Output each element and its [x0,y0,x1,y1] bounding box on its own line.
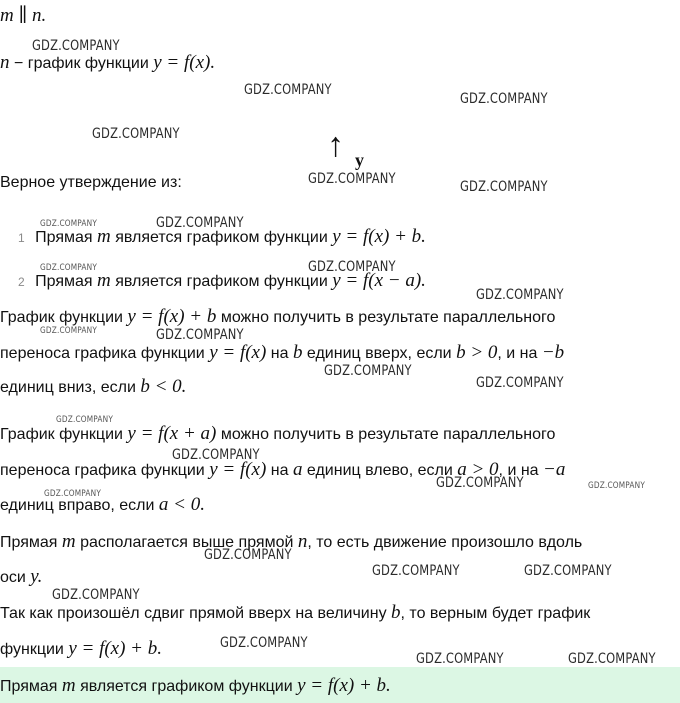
p1-b: можно получить в результате параллельного [220,309,556,326]
p2-d: на [270,462,289,479]
p4-b: b [391,602,401,623]
watermark: GDZ.COMPANY [92,126,180,142]
watermark: GDZ.COMPANY [40,263,98,273]
watermark: GDZ.COMPANY [524,563,612,579]
p2-b: можно получить в результате параллельного [220,426,556,443]
p1-line-3 [0,376,186,398]
p4-a: Так как произошёл сдвиг прямой вверх на величину [0,605,387,622]
given-n-graph [0,52,215,74]
p3-m: m [61,531,76,552]
p1-negb: −b [541,342,565,363]
watermark: GDZ.COMPANY [588,481,646,491]
watermark: GDZ.COMPANY [436,475,524,491]
p2-a: График функции [0,426,123,443]
p2-fn: y = f(x + a) [127,423,217,444]
option-2-pre: Прямая [35,273,93,290]
p2-f: , и на [498,462,539,479]
p3-n: n [297,531,308,552]
text-graph-of-function: − график функции [13,55,149,72]
option-2-m: m [97,270,111,291]
math-m-parallel-n: m ∥ n. [0,5,47,26]
p1-d: на [270,345,289,362]
p2-line-3 [0,494,205,516]
option-1-m: m [97,226,111,247]
watermark: GDZ.COMPANY [32,38,120,54]
answer-fn: y = f(x) + b. [297,675,391,696]
option-2-number: 2 [18,275,25,289]
p1-g: единиц вниз, если [0,379,136,396]
watermark: GDZ.COMPANY [372,563,460,579]
watermark: GDZ.COMPANY [40,326,98,336]
watermark: GDZ.COMPANY [52,587,140,603]
watermark: GDZ.COMPANY [416,651,504,667]
p1-f: , и на [497,345,538,362]
p1-e: единиц вверх, если [306,345,452,362]
answer-mid: является графиком функции [80,678,293,695]
option-1-mid: является графиком функции [115,229,328,246]
option-1-pre: Прямая [35,229,93,246]
watermark: GDZ.COMPANY [156,327,244,343]
watermark: GDZ.COMPANY [308,259,396,275]
p4-d: функции [0,641,64,658]
watermark: GDZ.COMPANY [220,635,308,651]
option-2-fn: y = f(x − a). [332,270,426,291]
p2-line-1 [0,423,555,445]
watermark: GDZ.COMPANY [204,547,292,563]
watermark: GDZ.COMPANY [44,489,102,499]
p3-d: оси [0,569,26,586]
watermark: GDZ.COMPANY [460,91,548,107]
option-1-fn: y = f(x) + b. [332,226,426,247]
given-parallel [0,4,46,27]
p4-fn: y = f(x) + b. [68,638,163,659]
p4-line-1 [0,602,590,624]
watermark: GDZ.COMPANY [308,171,396,187]
p1-c: переноса графика функции [0,345,205,362]
p2-fn2: y = f(x) [209,459,267,480]
math-n: n [0,52,10,73]
math-y-fx: y = f(x). [153,52,216,73]
watermark: GDZ.COMPANY [324,363,412,379]
watermark: GDZ.COMPANY [476,375,564,391]
answer-m: m [61,675,76,696]
watermark: GDZ.COMPANY [568,651,656,667]
p2-e: единиц влево, если [306,462,453,479]
p4-c: , то верным будет график [400,605,591,622]
p4-line-2 [0,638,162,660]
y-axis-arrow-icon: ↑ [327,126,344,164]
p2-cond1: a > 0 [457,459,499,480]
y-axis-label: y [355,150,364,170]
answer-line [0,675,391,697]
p1-cond2: b < 0. [140,376,187,397]
p2-nega: −a [543,459,566,480]
p1-fn: y = f(x) + b [127,306,217,327]
watermark: GDZ.COMPANY [460,179,548,195]
p2-cond2: a < 0. [158,494,205,515]
p1-line-1 [0,306,555,328]
p1-line-2 [0,342,564,364]
p2-av: a [292,459,303,480]
watermark: GDZ.COMPANY [40,219,98,229]
watermark: GDZ.COMPANY [172,447,260,463]
option-1-number: 1 [18,231,25,245]
p3-b: располагается выше прямой [80,534,294,551]
p3-y: y. [30,566,43,587]
p3-c: , то есть движение произошло вдоль [307,534,583,551]
watermark: GDZ.COMPANY [244,82,332,98]
p3-a: Прямая [0,534,58,551]
p1-bv: b [292,342,303,363]
watermark: GDZ.COMPANY [156,215,244,231]
answer-pre: Прямая [0,678,58,695]
statement-title-text: Верное утверждение из: [0,174,182,191]
p2-g: единиц вправо, если [0,497,155,514]
p1-fn2: y = f(x) [209,342,267,363]
statement-title [0,174,182,192]
p2-c: переноса графика функции [0,462,205,479]
p1-a: График функции [0,309,123,326]
p3-line-2 [0,566,42,588]
option-2-mid: является графиком функции [115,273,328,290]
watermark: GDZ.COMPANY [56,415,114,425]
watermark: GDZ.COMPANY [476,287,564,303]
p1-cond1: b > 0 [456,342,498,363]
